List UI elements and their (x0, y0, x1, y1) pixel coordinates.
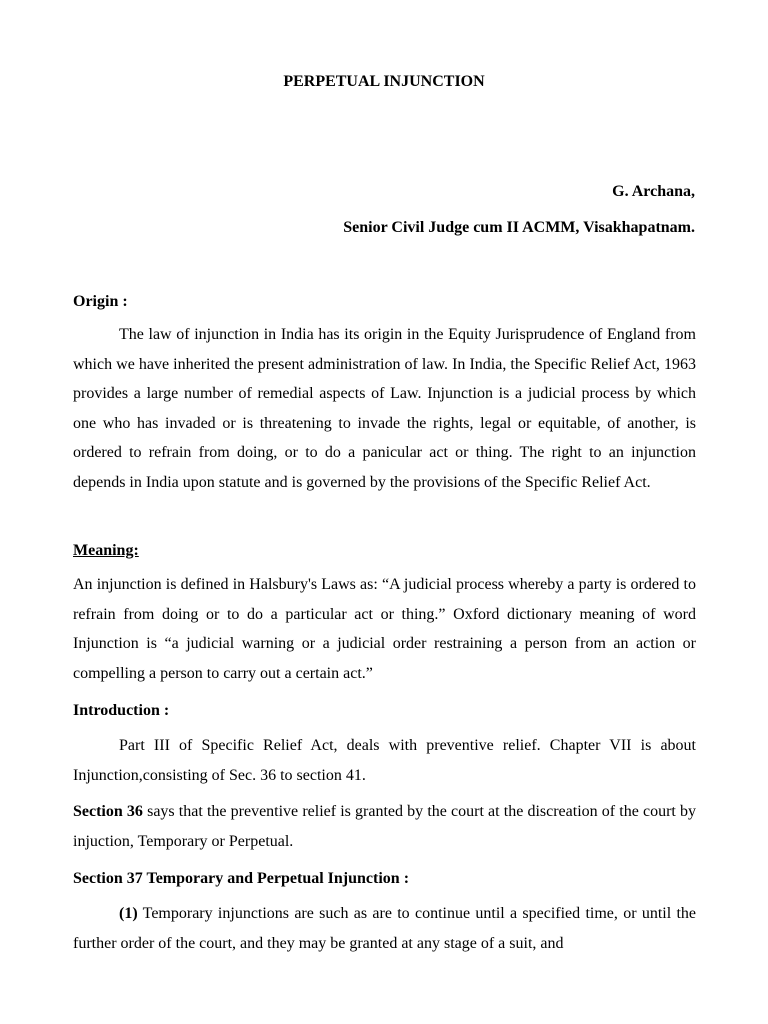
section36-paragraph (73, 797, 696, 856)
author-role: Senior Civil Judge cum II ACMM, Visakhapatnam. (343, 219, 695, 236)
origin-heading: Origin : (73, 293, 128, 310)
section36-text: says that the preventive relief is granted by the court at the discreation of the court by injuction, Temporary or Perpetual. (73, 803, 696, 850)
section37-heading: Section 37 Temporary and Perpetual Injunction : (73, 870, 410, 887)
origin-paragraph: The law of injunction in India has its origin in the Equity Jurisprudence of England from which we have inherited the present administration of law. In India, the Specific Relief Act, 1963 provides a large number of remedial aspects of Law. Injunction is a judicial process by which one who has invaded or is threatening to invade the rights, legal or equitable, of another, is ordered to refrain from doing, or to do a panicular act or thing. The right to an injunction depends in India upon statute and is governed by the provisions of the Specific Relief Act. (73, 326, 696, 491)
author-name: G. Archana, (612, 183, 695, 200)
section36-label: Section 36 (73, 803, 143, 820)
section37-clause-1 (73, 899, 696, 958)
meaning-heading: Meaning: (73, 542, 139, 559)
introduction-heading: Introduction : (73, 702, 170, 719)
document-title: PERPETUAL INJUNCTION (283, 73, 485, 90)
clause-1-label: (1) (119, 905, 138, 922)
meaning-paragraph: An injunction is defined in Halsbury's Laws as: “A judicial process whereby a party is ordered to refrain from doing or to do a particular act or thing.” Oxford dictionary meaning of word Injunction is “a judicial warning or a judicial order restraining a person from an action or compelling a person to carry out a certain act.” (73, 576, 696, 682)
clause-1-text: Temporary injunctions are such as are to continue until a specified time, or until the further order of the court, and they may be granted at any stage of a suit, and (73, 905, 696, 952)
introduction-paragraph: Part III of Specific Relief Act, deals with preventive relief. Chapter VII is about Injunction,consisting of Sec. 36 to section 41. (73, 737, 696, 784)
